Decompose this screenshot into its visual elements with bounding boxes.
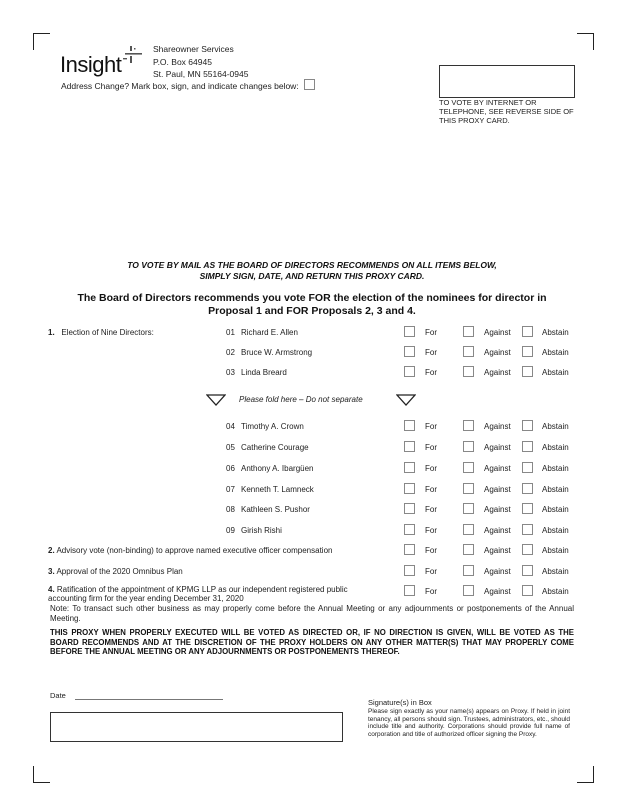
board-recommendation <box>60 292 564 318</box>
for-checkbox[interactable] <box>404 366 415 377</box>
for-checkbox[interactable] <box>404 503 415 514</box>
abstain-label: Abstain <box>542 485 569 494</box>
proposal-3-label: 3. Approval of the 2020 Omnibus Plan <box>48 567 183 576</box>
for-checkbox[interactable] <box>404 441 415 452</box>
against-label: Against <box>484 505 511 514</box>
abstain-label: Abstain <box>542 368 569 377</box>
date-field[interactable] <box>75 699 223 700</box>
fold-line <box>206 394 416 408</box>
nominee-name: Girish Rishi <box>241 526 282 535</box>
for-checkbox[interactable] <box>404 326 415 337</box>
fold-text: Please fold here – Do not separate <box>239 395 363 404</box>
abstain-checkbox[interactable] <box>522 585 533 596</box>
nominee-row <box>0 483 624 497</box>
control-number-box <box>439 65 575 98</box>
proxy-statement: THIS PROXY WHEN PROPERLY EXECUTED WILL BE VOTED AS DIRECTED OR, IF NO DIRECTION IS GIVEN, WILL BE VOTED AS THE BOARD RECOMMENDS AND AT THE DISCRETION OF THE PROXY HOLDERS ON ANY OTHER MATTER(S) THAT MAY PROPERLY COME BEFORE THE ANNUAL MEETING OR ANY ADJOURNMENTS OR POSTPONEMENTS THEREOF. <box>50 628 574 656</box>
against-checkbox[interactable] <box>463 326 474 337</box>
against-checkbox[interactable] <box>463 441 474 452</box>
against-label: Against <box>484 464 511 473</box>
against-label: Against <box>484 368 511 377</box>
against-label: Against <box>484 443 511 452</box>
abstain-checkbox[interactable] <box>522 420 533 431</box>
against-label: Against <box>484 422 511 431</box>
crop-mark-top-left <box>33 33 50 50</box>
board-recommendation-line: The Board of Directors recommends you vote FOR the election of the nominees for director in <box>77 292 547 304</box>
address-line: St. Paul, MN 55164-0945 <box>153 69 249 79</box>
abstain-label: Abstain <box>542 546 569 555</box>
abstain-label: Abstain <box>542 526 569 535</box>
nominee-row <box>0 503 624 517</box>
for-label: For <box>425 368 437 377</box>
against-checkbox[interactable] <box>463 366 474 377</box>
for-checkbox[interactable] <box>404 544 415 555</box>
abstain-label: Abstain <box>542 567 569 576</box>
for-checkbox[interactable] <box>404 524 415 535</box>
nominee-name: Richard E. Allen <box>241 328 298 337</box>
for-checkbox[interactable] <box>404 420 415 431</box>
for-label: For <box>425 348 437 357</box>
for-checkbox[interactable] <box>404 462 415 473</box>
against-checkbox[interactable] <box>463 524 474 535</box>
against-label: Against <box>484 328 511 337</box>
address-change <box>61 79 315 91</box>
nominee-name: Bruce W. Armstrong <box>241 348 313 357</box>
nominee-number: 08 <box>226 505 235 514</box>
insight-logo-mark-icon <box>121 44 145 72</box>
for-label: For <box>425 526 437 535</box>
abstain-label: Abstain <box>542 348 569 357</box>
against-checkbox[interactable] <box>463 420 474 431</box>
nominee-number: 02 <box>226 348 235 357</box>
proposal-row <box>0 544 624 558</box>
nominee-number: 06 <box>226 464 235 473</box>
nominee-row <box>0 326 624 340</box>
against-checkbox[interactable] <box>463 503 474 514</box>
for-label: For <box>425 505 437 514</box>
for-label: For <box>425 464 437 473</box>
fold-arrow-icon <box>206 394 226 406</box>
abstain-checkbox[interactable] <box>522 483 533 494</box>
nominee-number: 07 <box>226 485 235 494</box>
shareowner-address <box>153 43 248 81</box>
against-checkbox[interactable] <box>463 346 474 357</box>
abstain-checkbox[interactable] <box>522 565 533 576</box>
signature-box[interactable] <box>50 712 343 742</box>
nominee-row <box>0 420 624 434</box>
abstain-label: Abstain <box>542 422 569 431</box>
for-label: For <box>425 567 437 576</box>
for-label: For <box>425 485 437 494</box>
against-checkbox[interactable] <box>463 585 474 596</box>
mail-instructions-line: SIMPLY SIGN, DATE, AND RETURN THIS PROXY CARD. <box>199 271 425 281</box>
crop-mark-top-right <box>577 33 594 50</box>
nominee-number: 03 <box>226 368 235 377</box>
against-checkbox[interactable] <box>463 483 474 494</box>
for-checkbox[interactable] <box>404 585 415 596</box>
internet-vote-note: TO VOTE BY INTERNET OR TELEPHONE, SEE REVERSE SIDE OF THIS PROXY CARD. <box>439 98 574 125</box>
abstain-checkbox[interactable] <box>522 366 533 377</box>
mail-instructions-line: TO VOTE BY MAIL AS THE BOARD OF DIRECTORS RECOMMENDS ON ALL ITEMS BELOW, <box>127 260 497 270</box>
against-checkbox[interactable] <box>463 565 474 576</box>
for-label: For <box>425 443 437 452</box>
date-label: Date <box>50 691 66 700</box>
abstain-checkbox[interactable] <box>522 503 533 514</box>
nominee-name: Kathleen S. Pushor <box>241 505 310 514</box>
address-line: Shareowner Services <box>153 44 234 54</box>
address-change-checkbox[interactable] <box>304 79 315 90</box>
against-label: Against <box>484 485 511 494</box>
abstain-label: Abstain <box>542 328 569 337</box>
abstain-label: Abstain <box>542 587 569 596</box>
insight-logo: Insight <box>60 52 122 77</box>
abstain-label: Abstain <box>542 505 569 514</box>
board-recommendation-line: Proposal 1 and FOR Proposals 2, 3 and 4. <box>208 305 416 317</box>
proposal-2-label: 2. Advisory vote (non-binding) to approve named executive officer compensation <box>48 546 333 555</box>
for-label: For <box>425 328 437 337</box>
against-checkbox[interactable] <box>463 544 474 555</box>
abstain-checkbox[interactable] <box>522 326 533 337</box>
nominee-name: Catherine Courage <box>241 443 309 452</box>
nominee-row <box>0 441 624 455</box>
signature-instructions: Please sign exactly as your name(s) appears on Proxy. If held in joint tenancy, all persons should sign. Trustees, administrators, etc., should include title and authority. Corporations should provide full name of corporation and title of authorized officer signing the Proxy. <box>368 708 570 738</box>
proposal-row <box>0 585 624 603</box>
nominee-row <box>0 524 624 538</box>
signature-label: Signature(s) in Box <box>368 698 432 707</box>
mail-instructions <box>70 260 554 282</box>
nominee-row <box>0 366 624 380</box>
crop-mark-bottom-right <box>577 766 594 783</box>
abstain-checkbox[interactable] <box>522 441 533 452</box>
abstain-label: Abstain <box>542 464 569 473</box>
nominee-name: Timothy A. Crown <box>241 422 304 431</box>
proposal-row <box>0 565 624 579</box>
abstain-label: Abstain <box>542 443 569 452</box>
nominee-name: Kenneth T. Lamneck <box>241 485 314 494</box>
nominee-name: Linda Breard <box>241 368 287 377</box>
abstain-checkbox[interactable] <box>522 544 533 555</box>
for-label: For <box>425 587 437 596</box>
nominee-number: 05 <box>226 443 235 452</box>
nominee-number: 09 <box>226 526 235 535</box>
against-label: Against <box>484 526 511 535</box>
crop-mark-bottom-left <box>33 766 50 783</box>
nominee-number: 01 <box>226 328 235 337</box>
proposal-1-label: 1. Election of Nine Directors: <box>48 328 154 337</box>
proposal-4-label: 4. Ratification of the appointment of KPMG LLP as our independent registered public accounting firm for the year ending December 31, 2020 <box>48 585 348 603</box>
abstain-checkbox[interactable] <box>522 462 533 473</box>
fold-arrow-icon <box>396 394 416 406</box>
against-label: Against <box>484 567 511 576</box>
for-label: For <box>425 546 437 555</box>
against-checkbox[interactable] <box>463 462 474 473</box>
against-label: Against <box>484 587 511 596</box>
for-label: For <box>425 422 437 431</box>
for-checkbox[interactable] <box>404 483 415 494</box>
against-label: Against <box>484 546 511 555</box>
nominee-row <box>0 462 624 476</box>
nominee-name: Anthony A. Ibargüen <box>241 464 314 473</box>
abstain-checkbox[interactable] <box>522 524 533 535</box>
for-checkbox[interactable] <box>404 565 415 576</box>
address-change-label: Address Change? Mark box, sign, and indicate changes below: <box>61 81 299 91</box>
address-line: P.O. Box 64945 <box>153 56 212 67</box>
nominee-row <box>0 346 624 360</box>
other-business-note: Note: To transact such other business as may properly come before the Annual Meeting or any adjournments or postponements of the Annual Meeting. <box>50 604 574 623</box>
against-label: Against <box>484 348 511 357</box>
for-checkbox[interactable] <box>404 346 415 357</box>
abstain-checkbox[interactable] <box>522 346 533 357</box>
nominee-number: 04 <box>226 422 235 431</box>
